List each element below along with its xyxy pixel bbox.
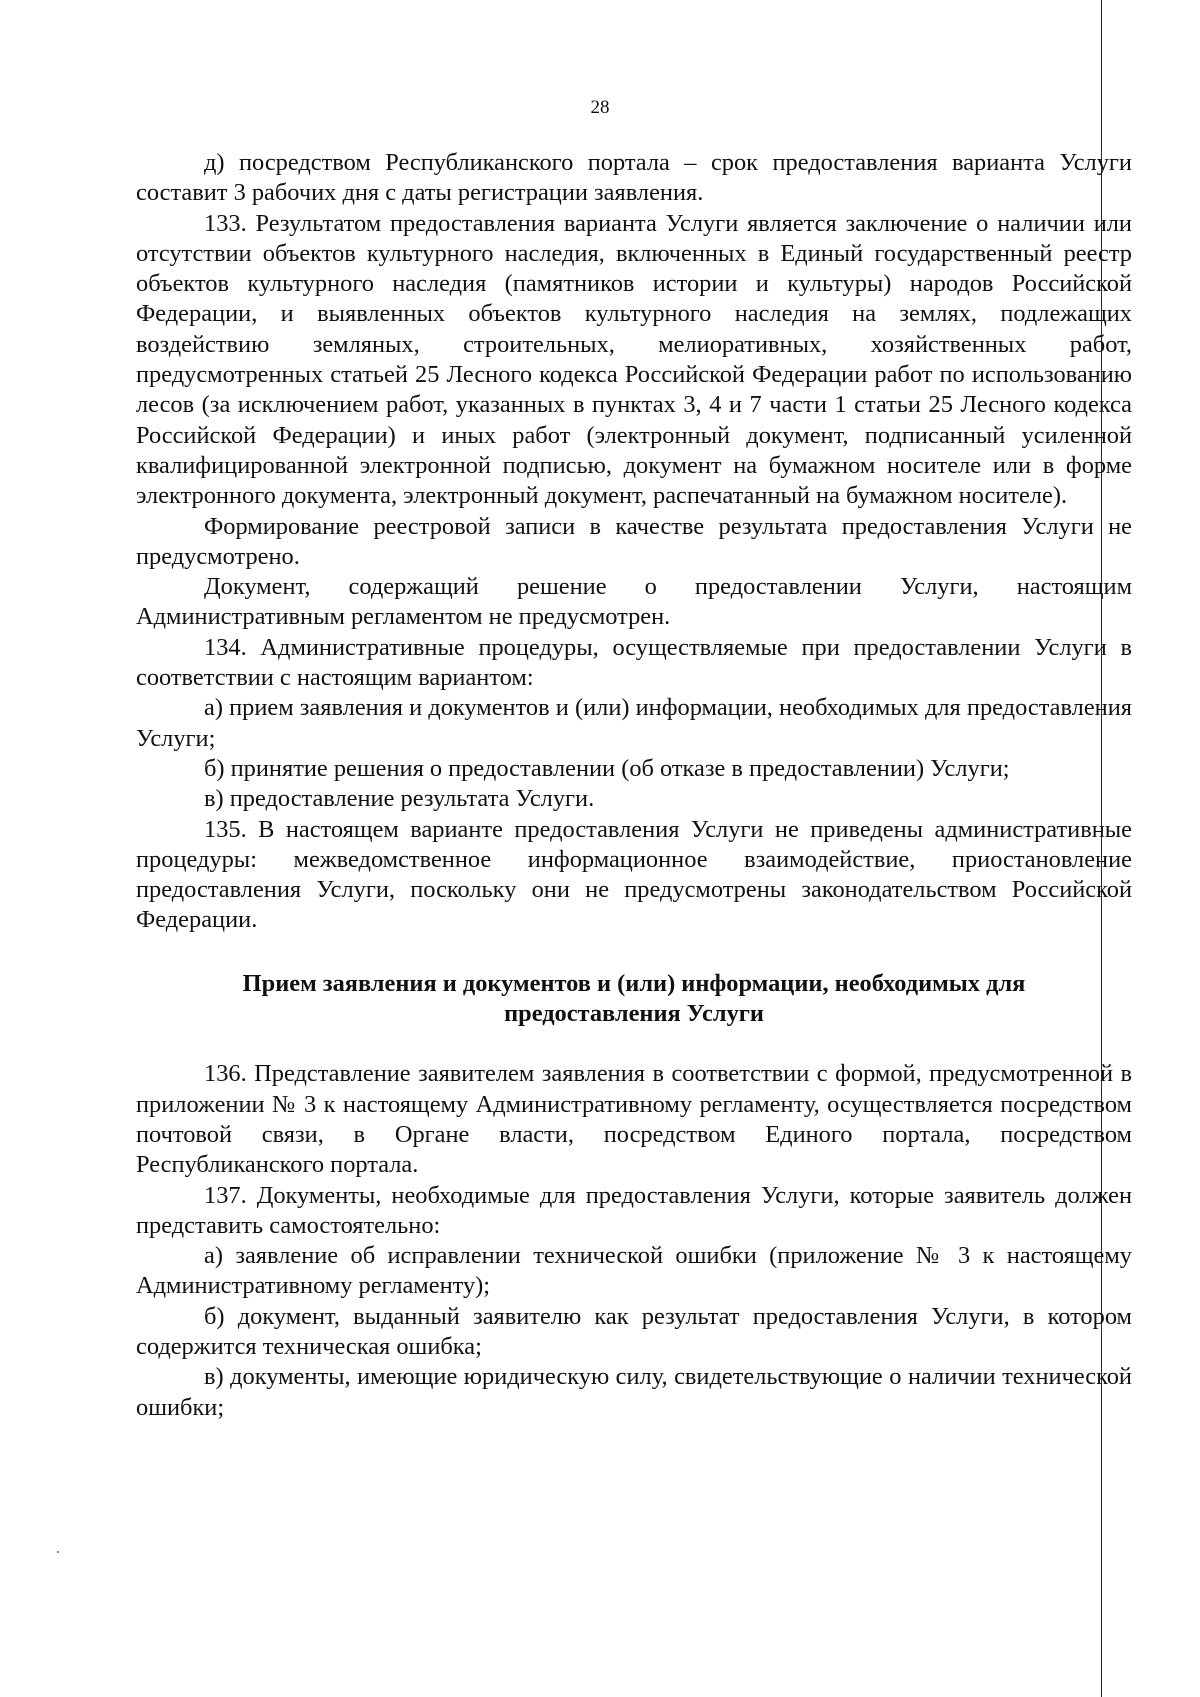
paragraph-136: 136. Представление заявителем заявления в соответствии с формой, предусмотренной в приложении № 3 к настоящему Административному регламенту, осуществляется посредством почтовой связи, в Органе власти, посредством Единого портала, посредством Республиканского портала. [136, 1060, 1132, 1179]
page-number: 28 [590, 97, 610, 118]
paragraph-134: 134. Административные процедуры, осуществляемые при предоставлении Услуги в соответствии с настоящим вариантом: [136, 633, 1132, 692]
paragraph-registry-record: Формирование реестровой записи в качестве результата предоставления Услуги не предусмотрено. [136, 512, 1132, 570]
paragraph-137-v: в) документы, имеющие юридическую силу, свидетельствующие о наличии технической ошибки; [136, 1363, 1132, 1421]
document-body [136, 148, 1132, 1423]
paragraph-135: 135. В настоящем варианте предоставления Услуги не приведены административные процедуры: межведомственное информационное взаимодействие, приостановление предоставления Услуги, поскольку они не предусмотрены законодательством Российской Федерации. [136, 815, 1132, 934]
paragraph-134-v: в) предоставление результата Услуги. [204, 785, 595, 813]
paragraph-137-b: б) документ, выданный заявителю как результат предоставления Услуги, в котором содержится техническая ошибка; [136, 1302, 1132, 1360]
paragraph-134-a: а) прием заявления и документов и (или) информации, необходимых для предоставления Услуги; [136, 694, 1132, 752]
paragraph-137-a: а) заявление об исправлении технической ошибки (приложение № 3 к настоящему Административному регламенту); [136, 1242, 1132, 1300]
paragraph-134-b: б) принятие решения о предоставлении (об отказе в предоставлении) Услуги; [204, 754, 1010, 782]
paragraph-137: 137. Документы, необходимые для предоставления Услуги, которые заявитель должен представить самостоятельно: [136, 1181, 1132, 1239]
section-heading: Прием заявления и документов и (или) информации, необходимых для предоставления Услуги [242, 969, 1026, 1028]
paragraph-133: 133. Результатом предоставления варианта Услуги является заключение о наличии или отсутствии объектов культурного наследия, включенных в Единый государственный реестр объектов культурного наследия (памятников истории и культуры) народов Российской Федерации, и выявленных объектов культурного наследия на землях, подлежащих воздействию земляных, строительных, мелиоративных, хозяйственных работ, предусмотренных статьей 25 Лесного кодекса Российской Федерации работ по использованию лесов (за исключением работ, указанных в пунктах 3, 4 и 7 части 1 статьи 25 Лесного кодекса Российской Федерации) и иных работ (электронный документ, подписанный усиленной квалифицированной электронной подписью, документ на бумажном носителе или в форме электронного документа, электронный документ, распечатанный на бумажном носителе). [136, 209, 1132, 510]
paragraph-decision-document: Документ, содержащий решение о предоставлении Услуги, настоящим Административным регламентом не предусмотрен. [136, 573, 1132, 631]
scan-speck [57, 1551, 59, 1553]
paragraph-d-portal: д) посредством Республиканского портала – срок предоставления варианта Услуги составит 3 рабочих дня с даты регистрации заявления. [136, 149, 1132, 207]
